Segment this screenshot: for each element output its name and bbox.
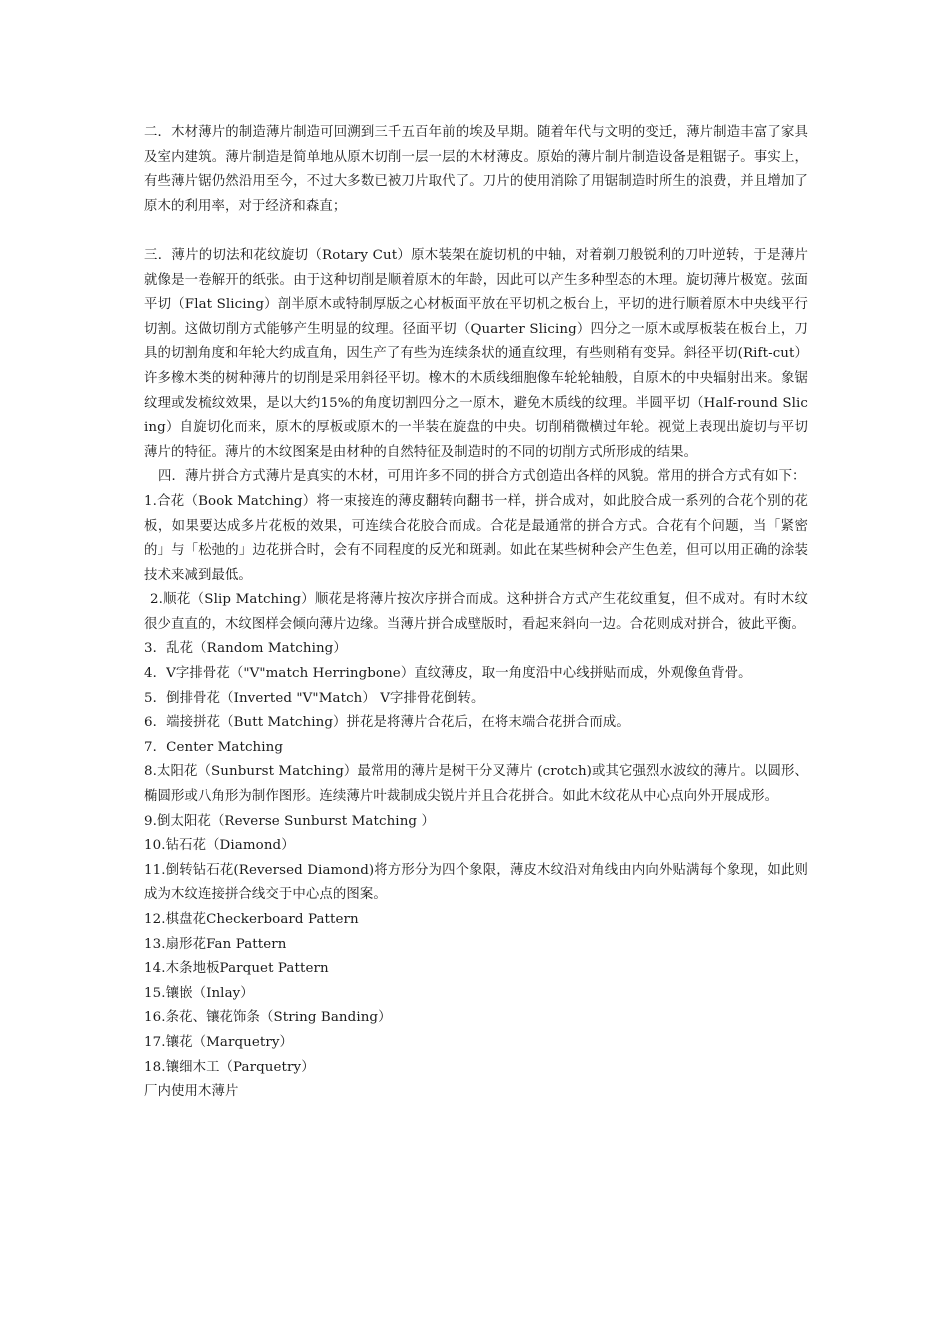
list-item-11: 11.倒转钻石花(Reversed Diamond)将方形分为四个象限，薄皮木纹沿对角线由内向外贴满每个象现，如此则成为木纹连接拼合线交于中心点的图案。 — [144, 862, 808, 903]
paragraph-gap — [144, 219, 808, 244]
list-item-16: 16.条花、镶花饰条（String Banding） — [144, 1010, 392, 1026]
list-item-5: 5．倒排骨花（Inverted "V"Match） V字排骨花倒转。 — [144, 690, 485, 706]
list-item-8: 8.太阳花（Sunburst Matching）最常用的薄片是树干分叉薄片 (crotch)或其它强烈水波纹的薄片。以圆形、椭圆形或八角形为制作图形。连续薄片叶裁制成尖锐片并且合花拼合。如此木纹花从中心点向外开展成形。 — [144, 764, 808, 805]
list-item-13: 13.扇形花Fan Pattern — [144, 936, 287, 952]
list-item-18: 18.镶细木工（Parquetry） — [144, 1059, 315, 1075]
list-item-4: 4．V字排骨花（"V"match Herringbone）直纹薄皮，取一角度沿中心线拼贴而成，外观像鱼背骨。 — [144, 666, 752, 682]
list-item-14: 14.木条地板Parquet Pattern — [144, 961, 329, 977]
list-item-1: 1.合花（Book Matching）将一束接连的薄皮翻转向翻书一样，拼合成对，如此胶合成一系列的合花个别的花板，如果要达成多片花板的效果，可连续合花胶合而成。合花是最通常的拼合方式。合花有个问题，当「紧密的」与「松弛的」边花拼合时，会有不同程度的反光和斑剥。如此在某些树种会产生色差，但可以用正确的涂装技术来减到最低。 — [144, 493, 808, 583]
list-item-10: 10.钻石花（Diamond） — [144, 838, 295, 854]
section-3-paragraph: 三．薄片的切法和花纹旋切（Rotary Cut）原木装架在旋切机的中轴，对着剃刀般锐利的刀叶逆转，于是薄片就像是一卷解开的纸张。由于这种切削是顺着原木的年龄，因此可以产生多种型态的木理。旋切薄片极宽。弦面平切（Flat Slicing）剖半原木或特制厚版之心材板面平放在平切机之板台上，平切的进行顺着原木中央线平行切割。这做切削方式能够产生明显的纹理。径面平切（Quarter Slicing）四分之一原木或厚板装在板台上，刀具的切割角度和年轮大约成直角，因生产了有些为连续条状的通直纹理，有些则稍有变异。斜径平切(Rift-cut）许多橡木类的树种薄片的切削是采用斜径平切。橡木的木质线细胞像车轮轮轴般，自原木的中央辐射出来。象锯纹理或发梳纹效果，是以大约15%的角度切割四分之一原木，避免木质线的纹理。半圆平切（Half-round Slicing）自旋切化而来，原木的厚板或原木的一半装在旋盘的中央。切削稍微横过年轮。视觉上表现出旋切与平切薄片的特征。薄片的木纹图案是由材种的自然特征及制造时的不同的切削方式所形成的结果。 — [144, 247, 808, 460]
list-item-17: 17.镶花（Marquetry） — [144, 1034, 294, 1050]
section-4-paragraph: 四．薄片拼合方式薄片是真实的木材，可用许多不同的拼合方式创造出各样的风貌。常用的拼合方式有如下： — [158, 469, 806, 485]
list-item-12: 12.棋盘花Checkerboard Pattern — [144, 912, 359, 927]
section-2-paragraph: 二．木材薄片的制造薄片制造可回溯到三千五百年前的埃及早期。随着年代与文明的变迁，薄片制造丰富了家具及室内建筑。薄片制造是简单地从原木切削一层一层的木材薄皮。原始的薄片制片制造设备是粗锯子。事实上，有些薄片锯仍然沿用至今，不过大多数已被刀片取代了。刀片的使用消除了用锯制造时所生的浪费，并且增加了原木的利用率，对于经济和森直； — [144, 125, 808, 214]
document-body — [144, 121, 808, 1105]
list-item-2: 2.顺花（Slip Matching）顺花是将薄片按次序拼合而成。这种拼合方式产生花纹重复，但不成对。有时木纹很少直直的，木纹图样会倾向薄片边缘。当薄片拼合成壁版时，看起来斜向一边。合花则成对拼合，彼此平衡。 — [144, 592, 808, 632]
closing-line: 厂内使用木薄片 — [144, 1084, 239, 1100]
list-item-9: 9.倒太阳花（Reverse Sunburst Matching ） — [144, 813, 435, 829]
list-item-6: 6．端接拼花（Butt Matching）拼花是将薄片合花后，在将末端合花拼合而成。 — [144, 715, 630, 731]
list-item-15: 15.镶嵌（Inlay） — [144, 985, 254, 1001]
list-item-7: 7．Center Matching — [144, 739, 284, 755]
list-item-3: 3．乱花（Random Matching） — [144, 641, 347, 657]
